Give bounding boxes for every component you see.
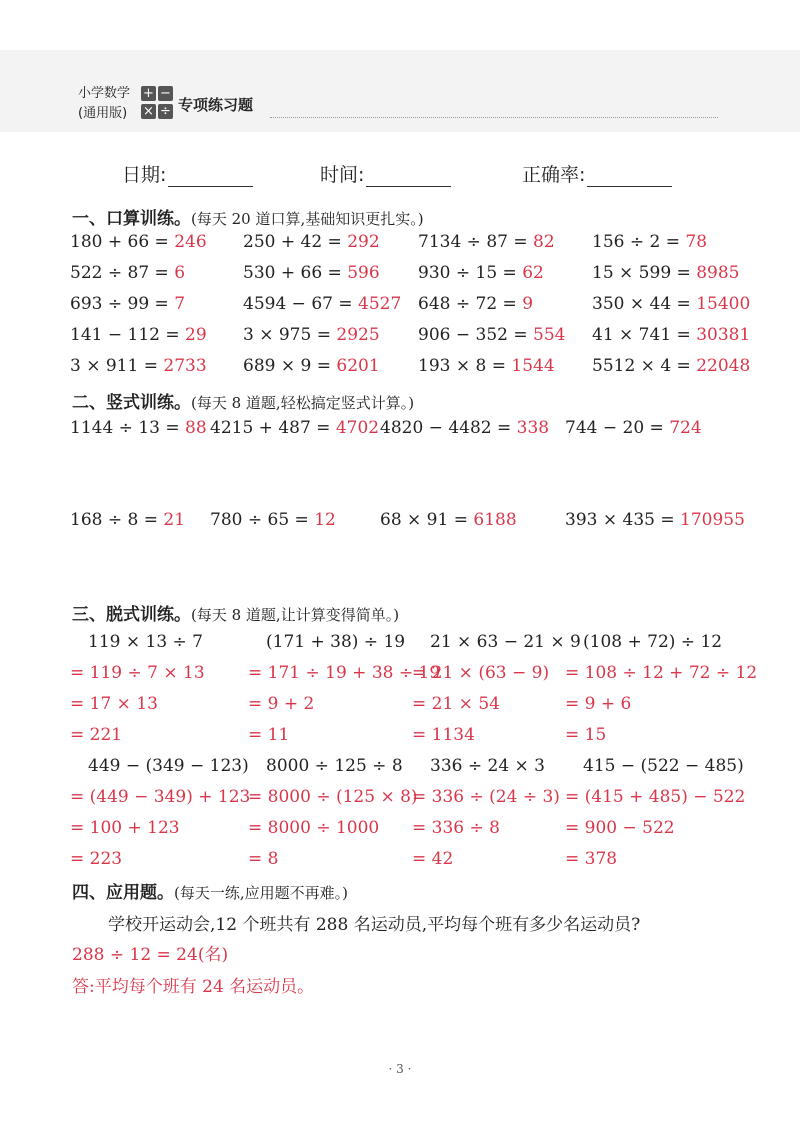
section3-heading: 三、脱式训练。(每天 8 道题,让计算变得简单。)	[72, 605, 400, 625]
stepwise-problem: 21 × 63 − 21 × 9	[430, 632, 581, 652]
stepwise-step: = 17 × 13	[70, 694, 158, 714]
answer-text: 29	[185, 325, 207, 345]
answer-text: 292	[347, 232, 380, 252]
answer-text: 170955	[680, 510, 745, 530]
subject-label	[78, 84, 130, 124]
time-label: 时间:	[320, 164, 365, 186]
stepwise-step: = 223	[70, 849, 123, 869]
section4-heading: 四、应用题。(每天一练,应用题不再难。)	[72, 883, 348, 903]
accuracy-label: 正确率:	[522, 164, 586, 186]
vertical-problem	[210, 418, 379, 438]
times-icon: ×	[141, 104, 156, 119]
answer-text: 7	[174, 294, 186, 314]
question-text: 7134 ÷ 87 =	[418, 232, 528, 252]
stepwise-step: = 15	[565, 725, 607, 745]
question-text: 522 ÷ 87 =	[70, 263, 169, 283]
question-text: 168 ÷ 8 =	[70, 510, 158, 530]
question-text: 780 ÷ 65 =	[210, 510, 309, 530]
answer-text: 62	[522, 263, 544, 283]
oral-problem	[592, 232, 707, 252]
oral-problem	[70, 294, 185, 314]
stepwise-step: = 9 + 6	[565, 694, 632, 714]
answer-text: 6	[174, 263, 186, 283]
answer-text: 21	[163, 510, 186, 530]
answer-text: 9	[522, 294, 534, 314]
oral-problem	[243, 356, 380, 376]
oral-problem	[418, 263, 544, 283]
stepwise-problem: 415 − (522 − 485)	[583, 756, 744, 776]
answer-text: 338	[516, 418, 550, 438]
answer-text: 8985	[696, 263, 740, 283]
question-text: 350 × 44 =	[592, 294, 691, 314]
application-question: 学校开运动会,12 个班共有 288 名运动员,平均每个班有多少名运动员?	[108, 915, 641, 935]
question-text: 530 + 66 =	[243, 263, 342, 283]
stepwise-step: = 9 + 2	[248, 694, 315, 714]
vertical-problem	[565, 418, 702, 438]
answer-text: 78	[685, 232, 708, 252]
stepwise-problem: (171 + 38) ÷ 19	[266, 632, 406, 652]
question-text: 744 − 20 =	[565, 418, 664, 438]
stepwise-step: = 336 ÷ 8	[412, 818, 500, 838]
answer-text: 1544	[511, 356, 555, 376]
math-operators-icon	[141, 86, 175, 122]
stepwise-step: = 119 ÷ 7 × 13	[70, 663, 205, 683]
stepwise-step: = 42	[412, 849, 454, 869]
question-text: 250 + 42 =	[243, 232, 342, 252]
oral-problem	[592, 325, 750, 345]
question-text: 15 × 599 =	[592, 263, 691, 283]
stepwise-step: = 8000 ÷ (125 × 8)	[248, 787, 418, 807]
question-text: 4215 + 487 =	[210, 418, 331, 438]
date-label: 日期:	[122, 164, 167, 186]
question-text: 689 × 9 =	[243, 356, 331, 376]
answer-text: 12	[314, 510, 336, 530]
question-text: 156 ÷ 2 =	[592, 232, 680, 252]
question-text: 648 ÷ 72 =	[418, 294, 517, 314]
answer-text: 2733	[163, 356, 207, 376]
stepwise-step: = (449 − 349) + 123	[70, 787, 251, 807]
answer-text: 88	[185, 418, 207, 438]
question-text: 3 × 975 =	[243, 325, 331, 345]
oral-problem	[418, 356, 555, 376]
header-title: 专项练习题	[178, 96, 254, 114]
stepwise-step: = 336 ÷ (24 ÷ 3)	[412, 787, 560, 807]
vertical-problem	[210, 510, 336, 530]
accuracy-field[interactable]	[522, 160, 672, 187]
oral-problem	[70, 263, 185, 283]
time-field[interactable]	[320, 160, 451, 187]
stepwise-problem: 449 − (349 − 123)	[88, 756, 249, 776]
question-text: 3 × 911 =	[70, 356, 158, 376]
question-text: 180 + 66 =	[70, 232, 169, 252]
oral-problem	[70, 356, 207, 376]
question-text: 68 × 91 =	[380, 510, 468, 530]
question-text: 141 − 112 =	[70, 325, 180, 345]
oral-problem	[592, 356, 750, 376]
question-text: 1144 ÷ 13 =	[70, 418, 180, 438]
application-answer: 答:平均每个班有 24 名运动员。	[72, 977, 315, 997]
answer-text: 2925	[336, 325, 380, 345]
question-text: 906 − 352 =	[418, 325, 528, 345]
oral-problem	[243, 232, 380, 252]
stepwise-step: = 21 × (63 − 9)	[412, 663, 550, 683]
stepwise-step: = 171 ÷ 19 + 38 ÷ 19	[248, 663, 441, 683]
question-text: 5512 × 4 =	[592, 356, 691, 376]
subject-line2: (通用版)	[78, 106, 128, 121]
answer-text: 4702	[335, 418, 380, 438]
oral-problem	[418, 232, 555, 252]
question-text: 4820 − 4482 =	[380, 418, 512, 438]
header-divider	[270, 117, 718, 118]
oral-problem	[592, 263, 739, 283]
oral-problem	[70, 232, 207, 252]
oral-problem	[418, 325, 565, 345]
answer-text: 246	[174, 232, 207, 252]
stepwise-step: = 11	[248, 725, 290, 745]
oral-problem	[70, 325, 207, 345]
section1-heading: 一、口算训练。(每天 20 道口算,基础知识更扎实。)	[72, 209, 424, 229]
vertical-problem	[70, 510, 185, 530]
stepwise-step: = 1134	[412, 725, 475, 745]
question-text: 41 × 741 =	[592, 325, 691, 345]
answer-text: 82	[533, 232, 555, 252]
stepwise-step: = 8	[248, 849, 279, 869]
application-solution: 288 ÷ 12 = 24(名)	[72, 945, 229, 965]
stepwise-step: = 378	[565, 849, 618, 869]
answer-text: 22048	[696, 356, 751, 376]
vertical-problem	[380, 510, 517, 530]
divide-icon: ÷	[158, 104, 173, 119]
accuracy-blank[interactable]	[587, 166, 672, 187]
oral-problem	[243, 325, 380, 345]
page-number: · 3 ·	[388, 1062, 412, 1076]
answer-text: 596	[347, 263, 380, 283]
vertical-problem	[565, 510, 745, 530]
stepwise-step: = 21 × 54	[412, 694, 500, 714]
stepwise-problem: 119 × 13 ÷ 7	[88, 632, 203, 652]
plus-icon: +	[141, 86, 156, 101]
date-field[interactable]	[122, 160, 253, 187]
answer-text: 724	[669, 418, 702, 438]
answer-text: 30381	[696, 325, 751, 345]
oral-problem	[243, 294, 401, 314]
section2-heading: 二、竖式训练。(每天 8 道题,轻松搞定竖式计算。)	[72, 393, 415, 413]
answer-text: 554	[533, 325, 566, 345]
answer-text: 6188	[473, 510, 517, 530]
stepwise-step: = 100 + 123	[70, 818, 180, 838]
stepwise-step: = 108 ÷ 12 + 72 ÷ 12	[565, 663, 758, 683]
question-text: 4594 − 67 =	[243, 294, 353, 314]
stepwise-problem: (108 + 72) ÷ 12	[583, 632, 723, 652]
oral-problem	[418, 294, 533, 314]
oral-problem	[243, 263, 380, 283]
answer-text: 4527	[358, 294, 402, 314]
date-blank[interactable]	[168, 166, 253, 187]
answer-text: 6201	[336, 356, 380, 376]
question-text: 930 ÷ 15 =	[418, 263, 517, 283]
question-text: 193 × 8 =	[418, 356, 506, 376]
stepwise-step: = 221	[70, 725, 123, 745]
minus-icon: −	[158, 86, 173, 101]
answer-text: 15400	[696, 294, 751, 314]
question-text: 693 ÷ 99 =	[70, 294, 169, 314]
vertical-problem	[380, 418, 549, 438]
stepwise-problem: 8000 ÷ 125 ÷ 8	[266, 756, 403, 776]
time-blank[interactable]	[366, 166, 451, 187]
oral-problem	[592, 294, 750, 314]
stepwise-step: = 900 − 522	[565, 818, 675, 838]
stepwise-problem: 336 ÷ 24 × 3	[430, 756, 545, 776]
vertical-problem	[70, 418, 207, 438]
stepwise-step: = 8000 ÷ 1000	[248, 818, 380, 838]
subject-line1: 小学数学	[78, 86, 131, 101]
question-text: 393 × 435 =	[565, 510, 675, 530]
stepwise-step: = (415 + 485) − 522	[565, 787, 746, 807]
